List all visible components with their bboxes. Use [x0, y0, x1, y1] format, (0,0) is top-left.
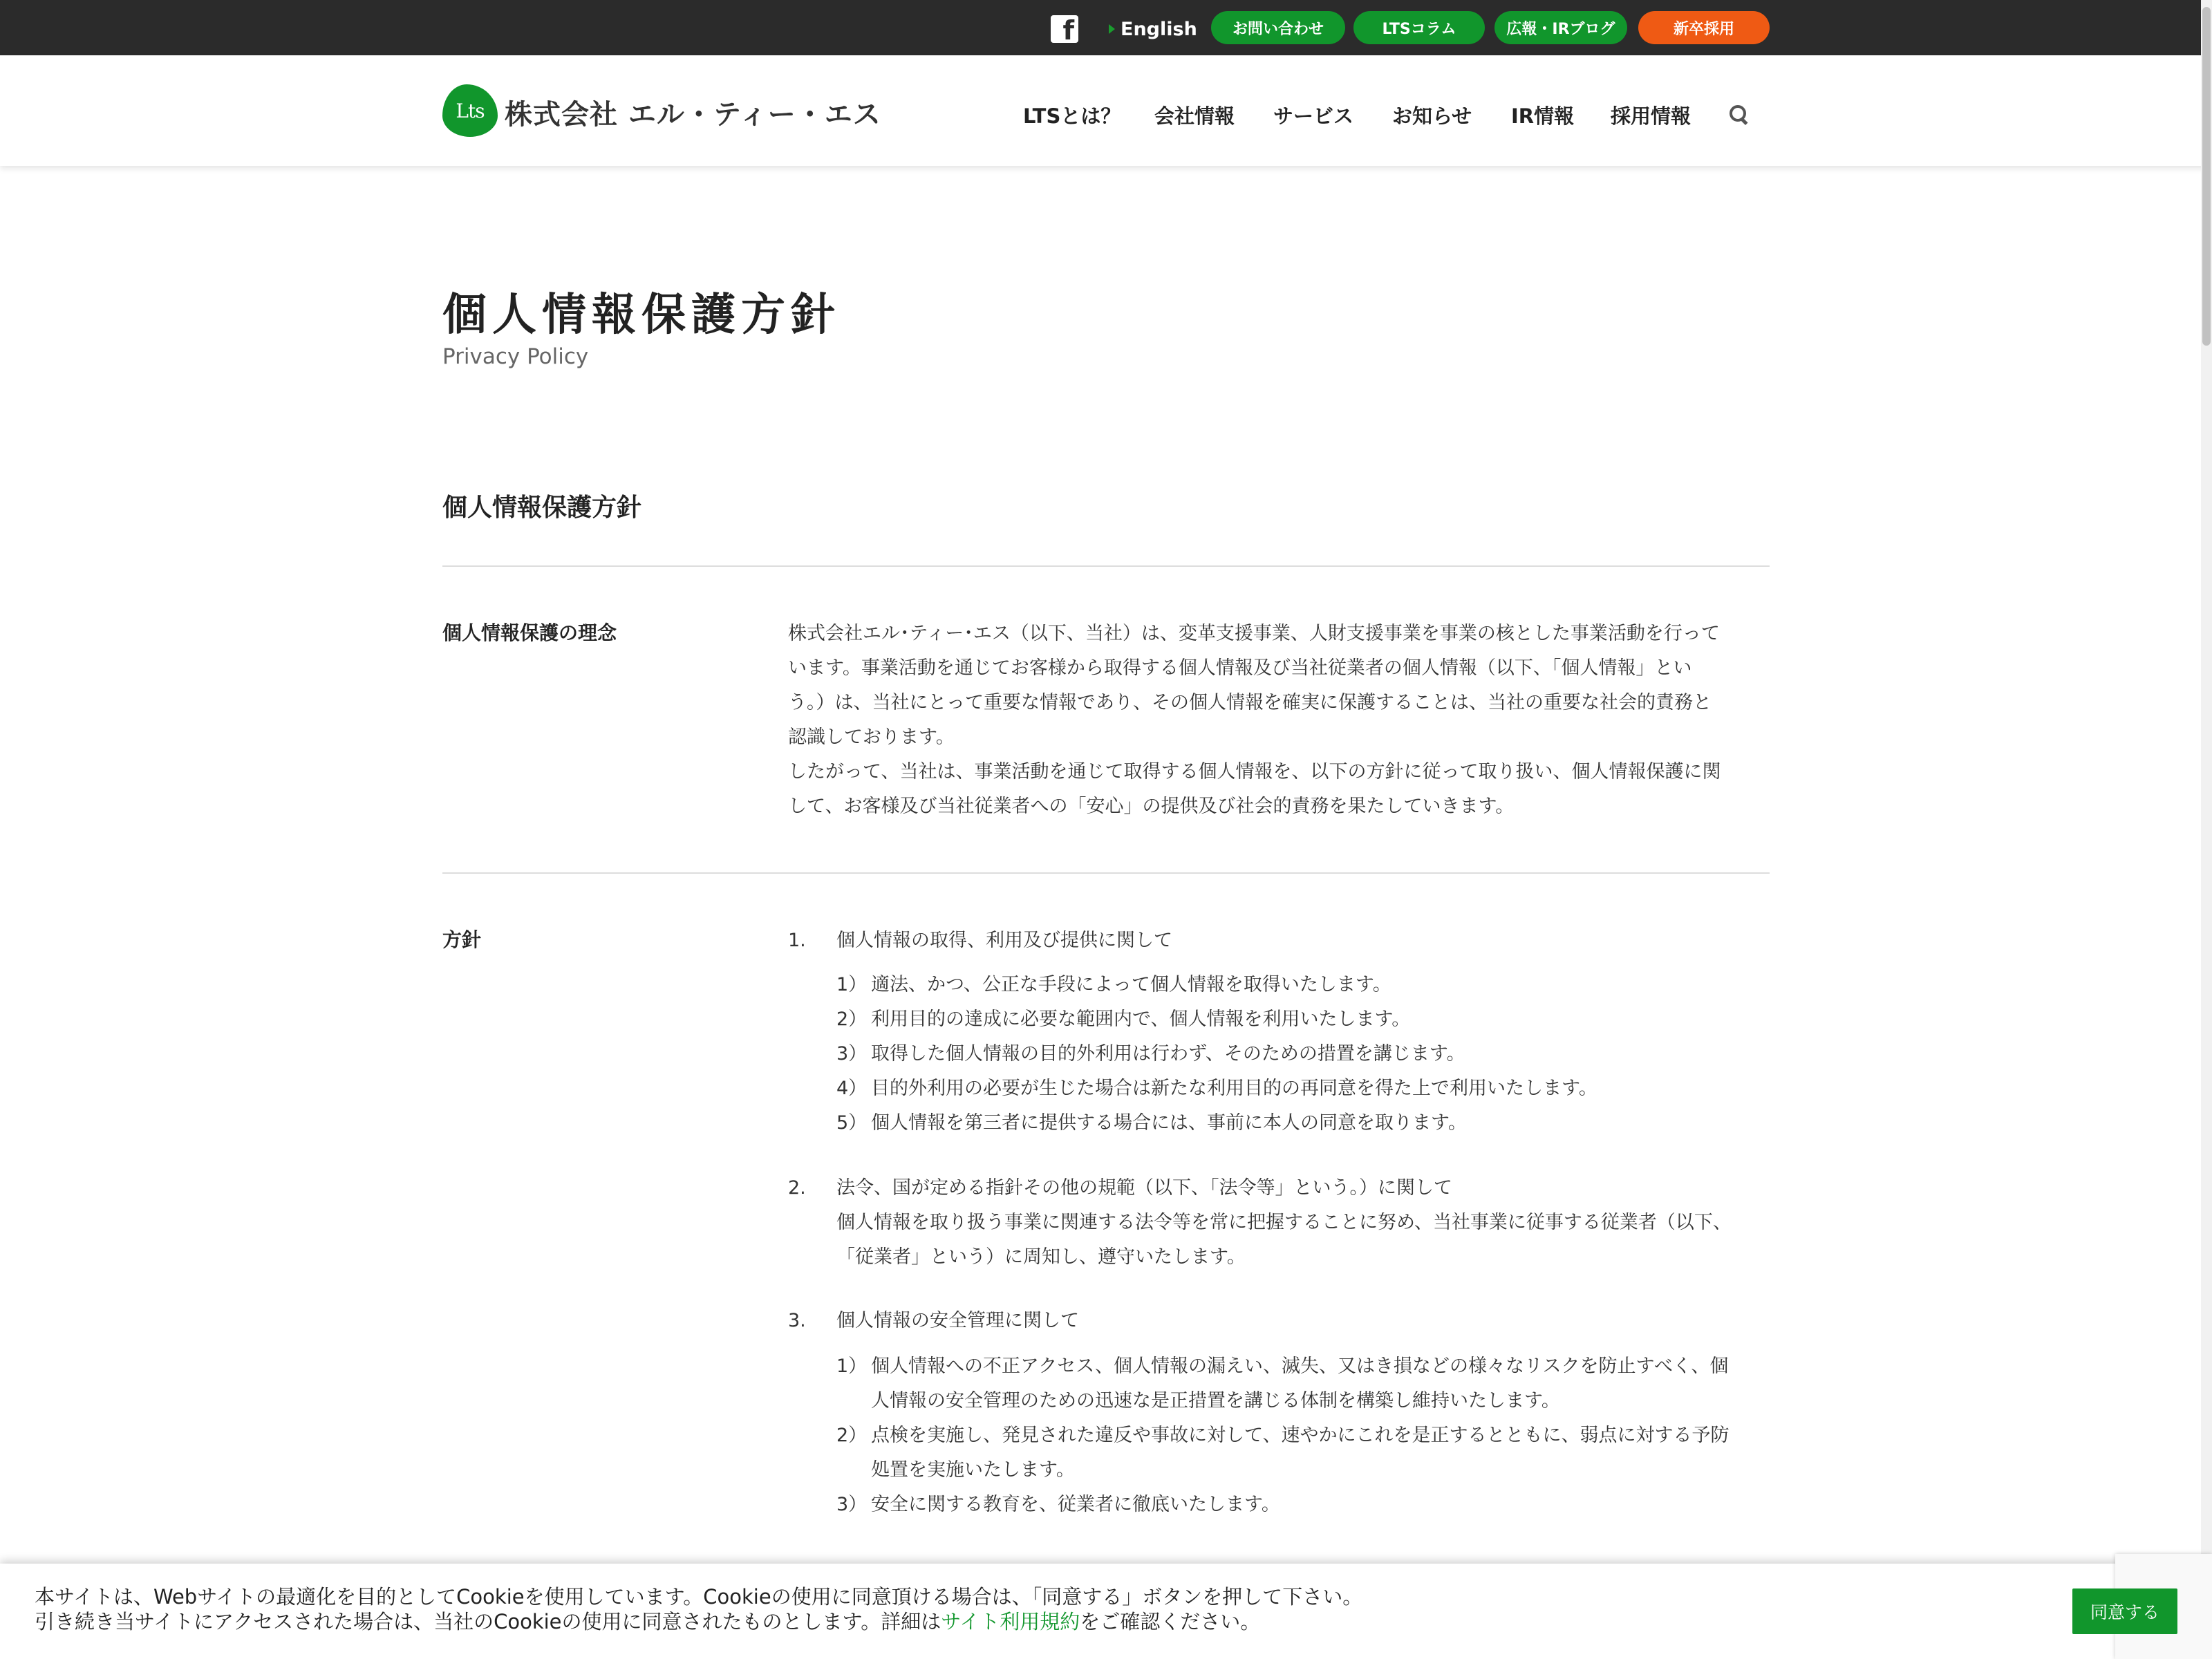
page-title: 個人情報保護方針: [442, 290, 841, 341]
policy-item-number: 5）: [836, 1112, 868, 1134]
new-graduate-recruit-button[interactable]: 新卒採用: [1638, 11, 1770, 44]
company-logo[interactable]: Lts: [442, 84, 498, 137]
cookie-agree-button[interactable]: 同意する: [2072, 1588, 2177, 1634]
cookie-text: をご確認ください。: [1080, 1610, 1261, 1633]
section-title: 個人情報保護方針: [442, 494, 642, 522]
policy-item-number: 2）: [836, 1009, 868, 1030]
pr-ir-blog-button[interactable]: 広報・IRブログ: [1494, 11, 1627, 44]
policy-section-number: 2.: [788, 1177, 806, 1199]
cookie-message: [35, 1584, 1362, 1634]
policy-item-text: 目的外利用の必要が生じた場合は新たな利用目的の再同意を得た上で利用いたします。: [871, 1078, 1597, 1099]
policy-item-number: 3）: [836, 1494, 868, 1515]
nav-company-info[interactable]: 会社情報: [1154, 104, 1235, 128]
nav-recruitment[interactable]: 採用情報: [1611, 104, 1691, 128]
english-link-label: English: [1121, 18, 1197, 40]
policy-section-number: 3.: [788, 1310, 806, 1331]
nav-ir-info[interactable]: IR情報: [1511, 104, 1575, 128]
cookie-text: 引き続き当サイトにアクセスされた場合は、当社のCookieの使用に同意されたものとします。詳細は: [35, 1610, 941, 1633]
policy-item-text: 処置を実施いたします。: [871, 1459, 1075, 1481]
divider: [442, 565, 1770, 567]
philosophy-label: 個人情報保護の理念: [442, 621, 617, 644]
policy-item-number: 3）: [836, 1043, 868, 1065]
divider: [442, 872, 1770, 874]
lts-column-button[interactable]: LTSコラム: [1353, 11, 1485, 44]
policy-section-number: 1.: [788, 930, 806, 951]
philosophy-line: 株式会社エル･ティー･エス（以下、当社）は、変革支援事業、人財支援事業を事業の核とした事業活動を行って: [788, 623, 1720, 644]
policy-section-body: 個人情報を取り扱う事業に関連する法令等を常に把握することに努め、当社事業に従事する従業者（以下、: [836, 1212, 1732, 1233]
arrow-right-icon: [1109, 24, 1115, 34]
cookie-message-line: [35, 1609, 1362, 1634]
philosophy-line: 認識しております。: [788, 727, 955, 748]
facebook-icon[interactable]: f: [1051, 15, 1078, 43]
policy-item-number: 1）: [836, 1356, 868, 1377]
page-subtitle: Privacy Policy: [442, 344, 589, 369]
policy-item-text: 個人情報を第三者に提供する場合には、事前に本人の同意を取ります。: [871, 1112, 1467, 1134]
policy-item-number: 1）: [836, 974, 868, 995]
english-link[interactable]: [1109, 17, 1197, 41]
policy-item-text: 適法、かつ、公正な手段によって個人情報を取得いたします。: [871, 974, 1391, 995]
policy-section-heading: 個人情報の取得、利用及び提供に関して: [836, 930, 1172, 951]
philosophy-line: して、お客様及び当社従業者への「安心」の提供及び社会的責務を果たしていきます。: [788, 796, 1515, 817]
policy-section-heading: 法令、国が定める指針その他の規範（以下、「法令等」という。）に関して: [836, 1177, 1452, 1199]
scrollbar-thumb[interactable]: [2202, 7, 2211, 346]
nav-services[interactable]: サービス: [1273, 104, 1354, 128]
philosophy-line: う。）は、当社にとって重要な情報であり、その個人情報を確実に保護することは、当社の重要な社会的責務と: [788, 692, 1712, 713]
policy-item-text: 点検を実施し、発見された違反や事故に対して、速やかにこれを是正するとともに、弱点に対する予防: [871, 1425, 1730, 1446]
policy-section-body: 「従業者」という）に周知し、遵守いたします。: [836, 1246, 1246, 1268]
top-utility-bar: [0, 0, 2212, 55]
company-name[interactable]: 株式会社 エル・ティー・エス: [505, 99, 881, 131]
search-icon[interactable]: [1728, 104, 1749, 124]
nav-news[interactable]: お知らせ: [1392, 104, 1472, 128]
cookie-message-line: 本サイトは、Webサイトの最適化を目的としてCookieを使用しています。Cookieの使用に同意頂ける場合は、「同意する」ボタンを押して下さい。: [35, 1585, 1363, 1609]
terms-of-use-link[interactable]: サイト利用規約: [941, 1610, 1080, 1633]
policy-section-heading: 個人情報の安全管理に関して: [836, 1310, 1079, 1331]
policy-item-text: 安全に関する教育を、従業者に徹底いたします。: [871, 1494, 1280, 1515]
policy-item-text: 人情報の安全管理のための迅速な是正措置を講じる体制を構築し維持いたします。: [871, 1390, 1560, 1412]
policy-item-text: 個人情報への不正アクセス、個人情報の漏えい、滅失、又はき損などの様々なリスクを防止すべく、個: [871, 1356, 1729, 1377]
philosophy-line: したがって、当社は、事業活動を通じて取得する個人情報を、以下の方針に従って取り扱い、個人情報保護に関: [788, 761, 1721, 782]
policy-item-text: 取得した個人情報の目的外利用は行わず、そのための措置を講じます。: [871, 1043, 1465, 1065]
philosophy-text: [788, 617, 1770, 824]
policy-item-text: 利用目的の達成に必要な範囲内で、個人情報を利用いたします。: [871, 1009, 1411, 1030]
policy-item-number: 2）: [836, 1425, 868, 1446]
contact-button[interactable]: お問い合わせ: [1211, 11, 1345, 44]
policy-item-number: 4）: [836, 1078, 868, 1099]
philosophy-line: います。事業活動を通じてお客様から取得する個人情報及び当社従業者の個人情報（以下、「個人情報」とい: [788, 657, 1692, 679]
nav-about-lts[interactable]: LTSとは？: [1023, 104, 1121, 128]
policy-label: 方針: [442, 928, 482, 951]
